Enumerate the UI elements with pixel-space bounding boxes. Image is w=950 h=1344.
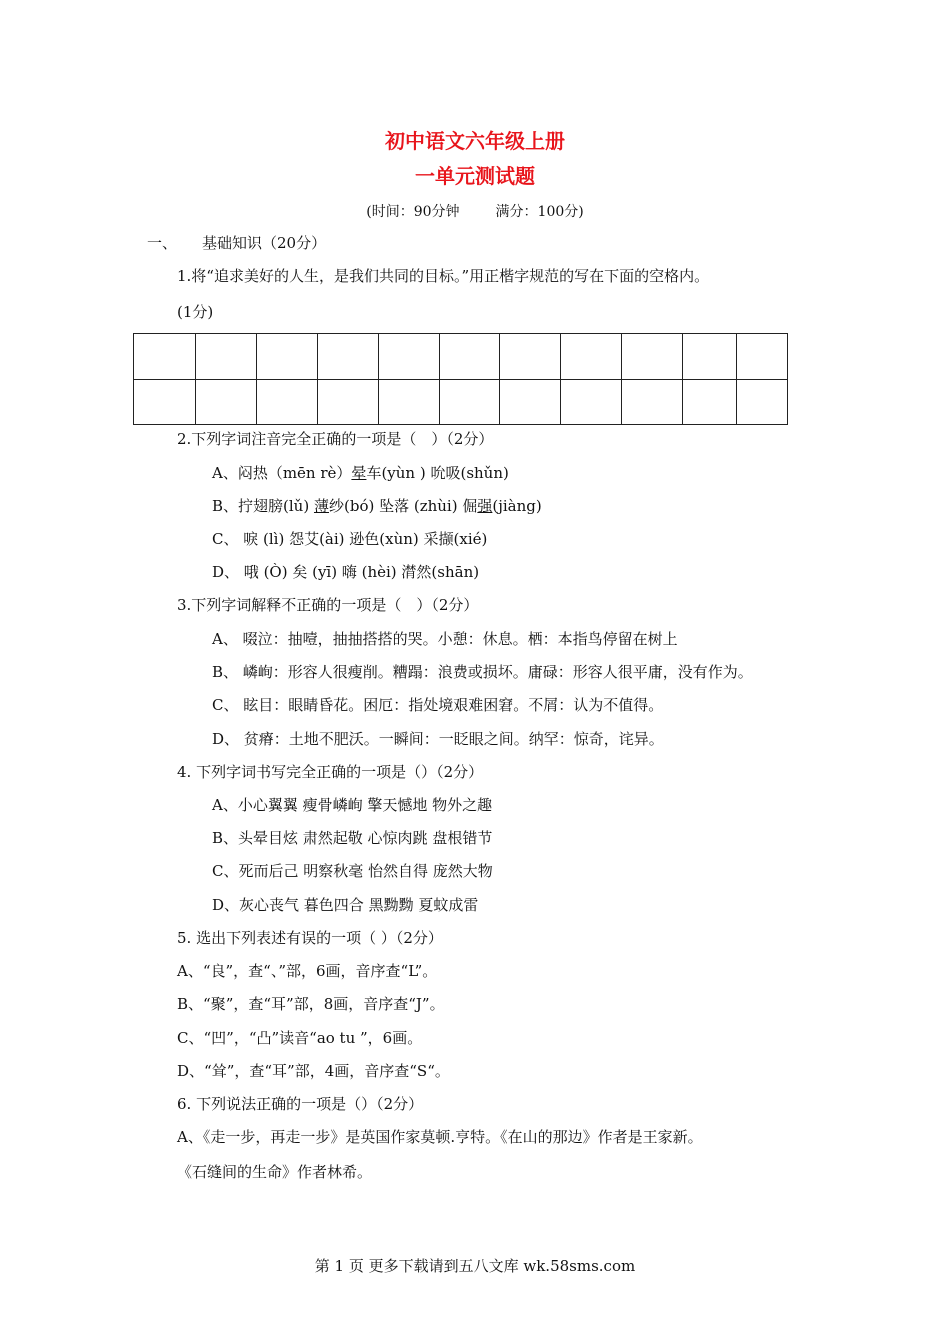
grid-cell[interactable]	[561, 379, 622, 425]
q4-stem: 4. 下列字词书写完全正确的一项是（）（2分）	[177, 763, 484, 781]
grid-row	[134, 334, 788, 380]
grid-cell[interactable]	[622, 334, 683, 380]
writing-grid	[133, 333, 788, 425]
grid-cell[interactable]	[134, 379, 196, 425]
q2-option-b: B、拧翅膀(lǔ) 薄纱(bó) 坠落 (zhùi) 倔强(jiàng)	[212, 497, 542, 515]
q5-option-b: B、“聚”，查“耳”部，8画，音序查“J”。	[177, 995, 445, 1013]
grid-cell[interactable]	[134, 334, 196, 380]
q1-text: 1.将“追求美好的人生，是我们共同的目标。”用正楷字规范的写在下面的空格内。	[177, 267, 710, 285]
q2-stem: 2.下列字词注音完全正确的一项是（ ）（2分）	[177, 430, 494, 448]
title-line-1: 初中语文六年级上册	[385, 129, 565, 153]
q3-option-d: D、 贫瘠：土地不肥沃。一瞬间：一眨眼之间。纳罕：惊奇，诧异。	[212, 730, 664, 748]
grid-cell[interactable]	[500, 379, 561, 425]
q1-points: (1分)	[177, 303, 214, 321]
q5-option-a: A、“良”，查“、”部，6画，音序查“L”。	[177, 962, 438, 980]
q3-stem: 3.下列字词解释不正确的一项是（ ）（2分）	[177, 596, 479, 614]
grid-cell[interactable]	[500, 334, 561, 380]
q3-option-a: A、 啜泣：抽噎，抽抽搭搭的哭。小憩：休息。栖：本指鸟停留在树上	[212, 630, 678, 648]
section-number: 一、	[147, 234, 178, 252]
q5-option-c: C、“凹”，“凸”读音“ao tu ”，6画。	[177, 1029, 423, 1047]
q4-option-a: A、小心翼翼 瘦骨嶙峋 擎天憾地 物外之趣	[212, 796, 493, 814]
q5-stem: 5. 选出下列表述有误的一项（ ）（2分）	[177, 929, 443, 947]
grid-cell[interactable]	[256, 379, 317, 425]
score-info: 满分：100分)	[495, 204, 584, 220]
grid-cell[interactable]	[378, 379, 439, 425]
q3-option-c: C、 眩目：眼睛昏花。困厄：指处境艰难困窘。不屑：认为不值得。	[212, 696, 664, 714]
section-title: 基础知识（20分）	[202, 234, 327, 252]
grid-cell[interactable]	[439, 334, 500, 380]
grid-row	[134, 379, 788, 425]
q6-option-a-line2: 《石缝间的生命》作者林希。	[177, 1163, 373, 1181]
q2-option-a: A、闷热（mēn rè）晕车(yùn ) 吮吸(shǔn)	[212, 464, 509, 482]
q5-option-d: D、“耸”，查“耳”部，4画，音序查“S“。	[177, 1062, 450, 1080]
grid-cell[interactable]	[561, 334, 622, 380]
q6-stem: 6. 下列说法正确的一项是（）（2分）	[177, 1095, 424, 1113]
grid-cell[interactable]	[622, 379, 683, 425]
q4-option-d: D、灰心丧气 暮色四合 黑黝黝 夏蚊成雷	[212, 896, 479, 914]
grid-cell[interactable]	[317, 334, 378, 380]
q4-option-c: C、死而后己 明察秋毫 怡然自得 庞然大物	[212, 862, 493, 880]
grid-cell[interactable]	[317, 379, 378, 425]
grid-cell[interactable]	[737, 334, 788, 380]
page-footer: 第 1 页 更多下载请到五八文库 wk.58sms.com	[314, 1257, 636, 1275]
grid-cell[interactable]	[256, 334, 317, 380]
grid-cell[interactable]	[683, 334, 737, 380]
exam-info	[0, 201, 950, 221]
grid-cell[interactable]	[378, 334, 439, 380]
title-line-2: 一单元测试题	[415, 164, 535, 188]
grid-cell[interactable]	[195, 334, 256, 380]
grid-cell[interactable]	[439, 379, 500, 425]
grid-cell[interactable]	[195, 379, 256, 425]
q3-option-b: B、 嶙峋：形容人很瘦削。糟蹋：浪费或损坏。庸碌：形容人很平庸，没有作为。	[212, 663, 753, 681]
time-info: (时间：90分钟	[366, 204, 460, 220]
q2-option-c: C、 唳 (lì) 怨艾(ài) 逊色(xùn) 采撷(xié)	[212, 530, 488, 548]
q6-option-a-line1: A、《走一步，再走一步》是英国作家莫顿.亨特。《在山的那边》作者是王家新。	[177, 1128, 703, 1146]
q2-option-d: D、 哦 (Ò) 矣 (yī) 嗨 (hèi) 潸然(shān)	[212, 563, 480, 581]
grid-cell[interactable]	[737, 379, 788, 425]
q4-option-b: B、头晕目炫 肃然起敬 心惊肉跳 盘根错节	[212, 829, 493, 847]
grid-cell[interactable]	[683, 379, 737, 425]
